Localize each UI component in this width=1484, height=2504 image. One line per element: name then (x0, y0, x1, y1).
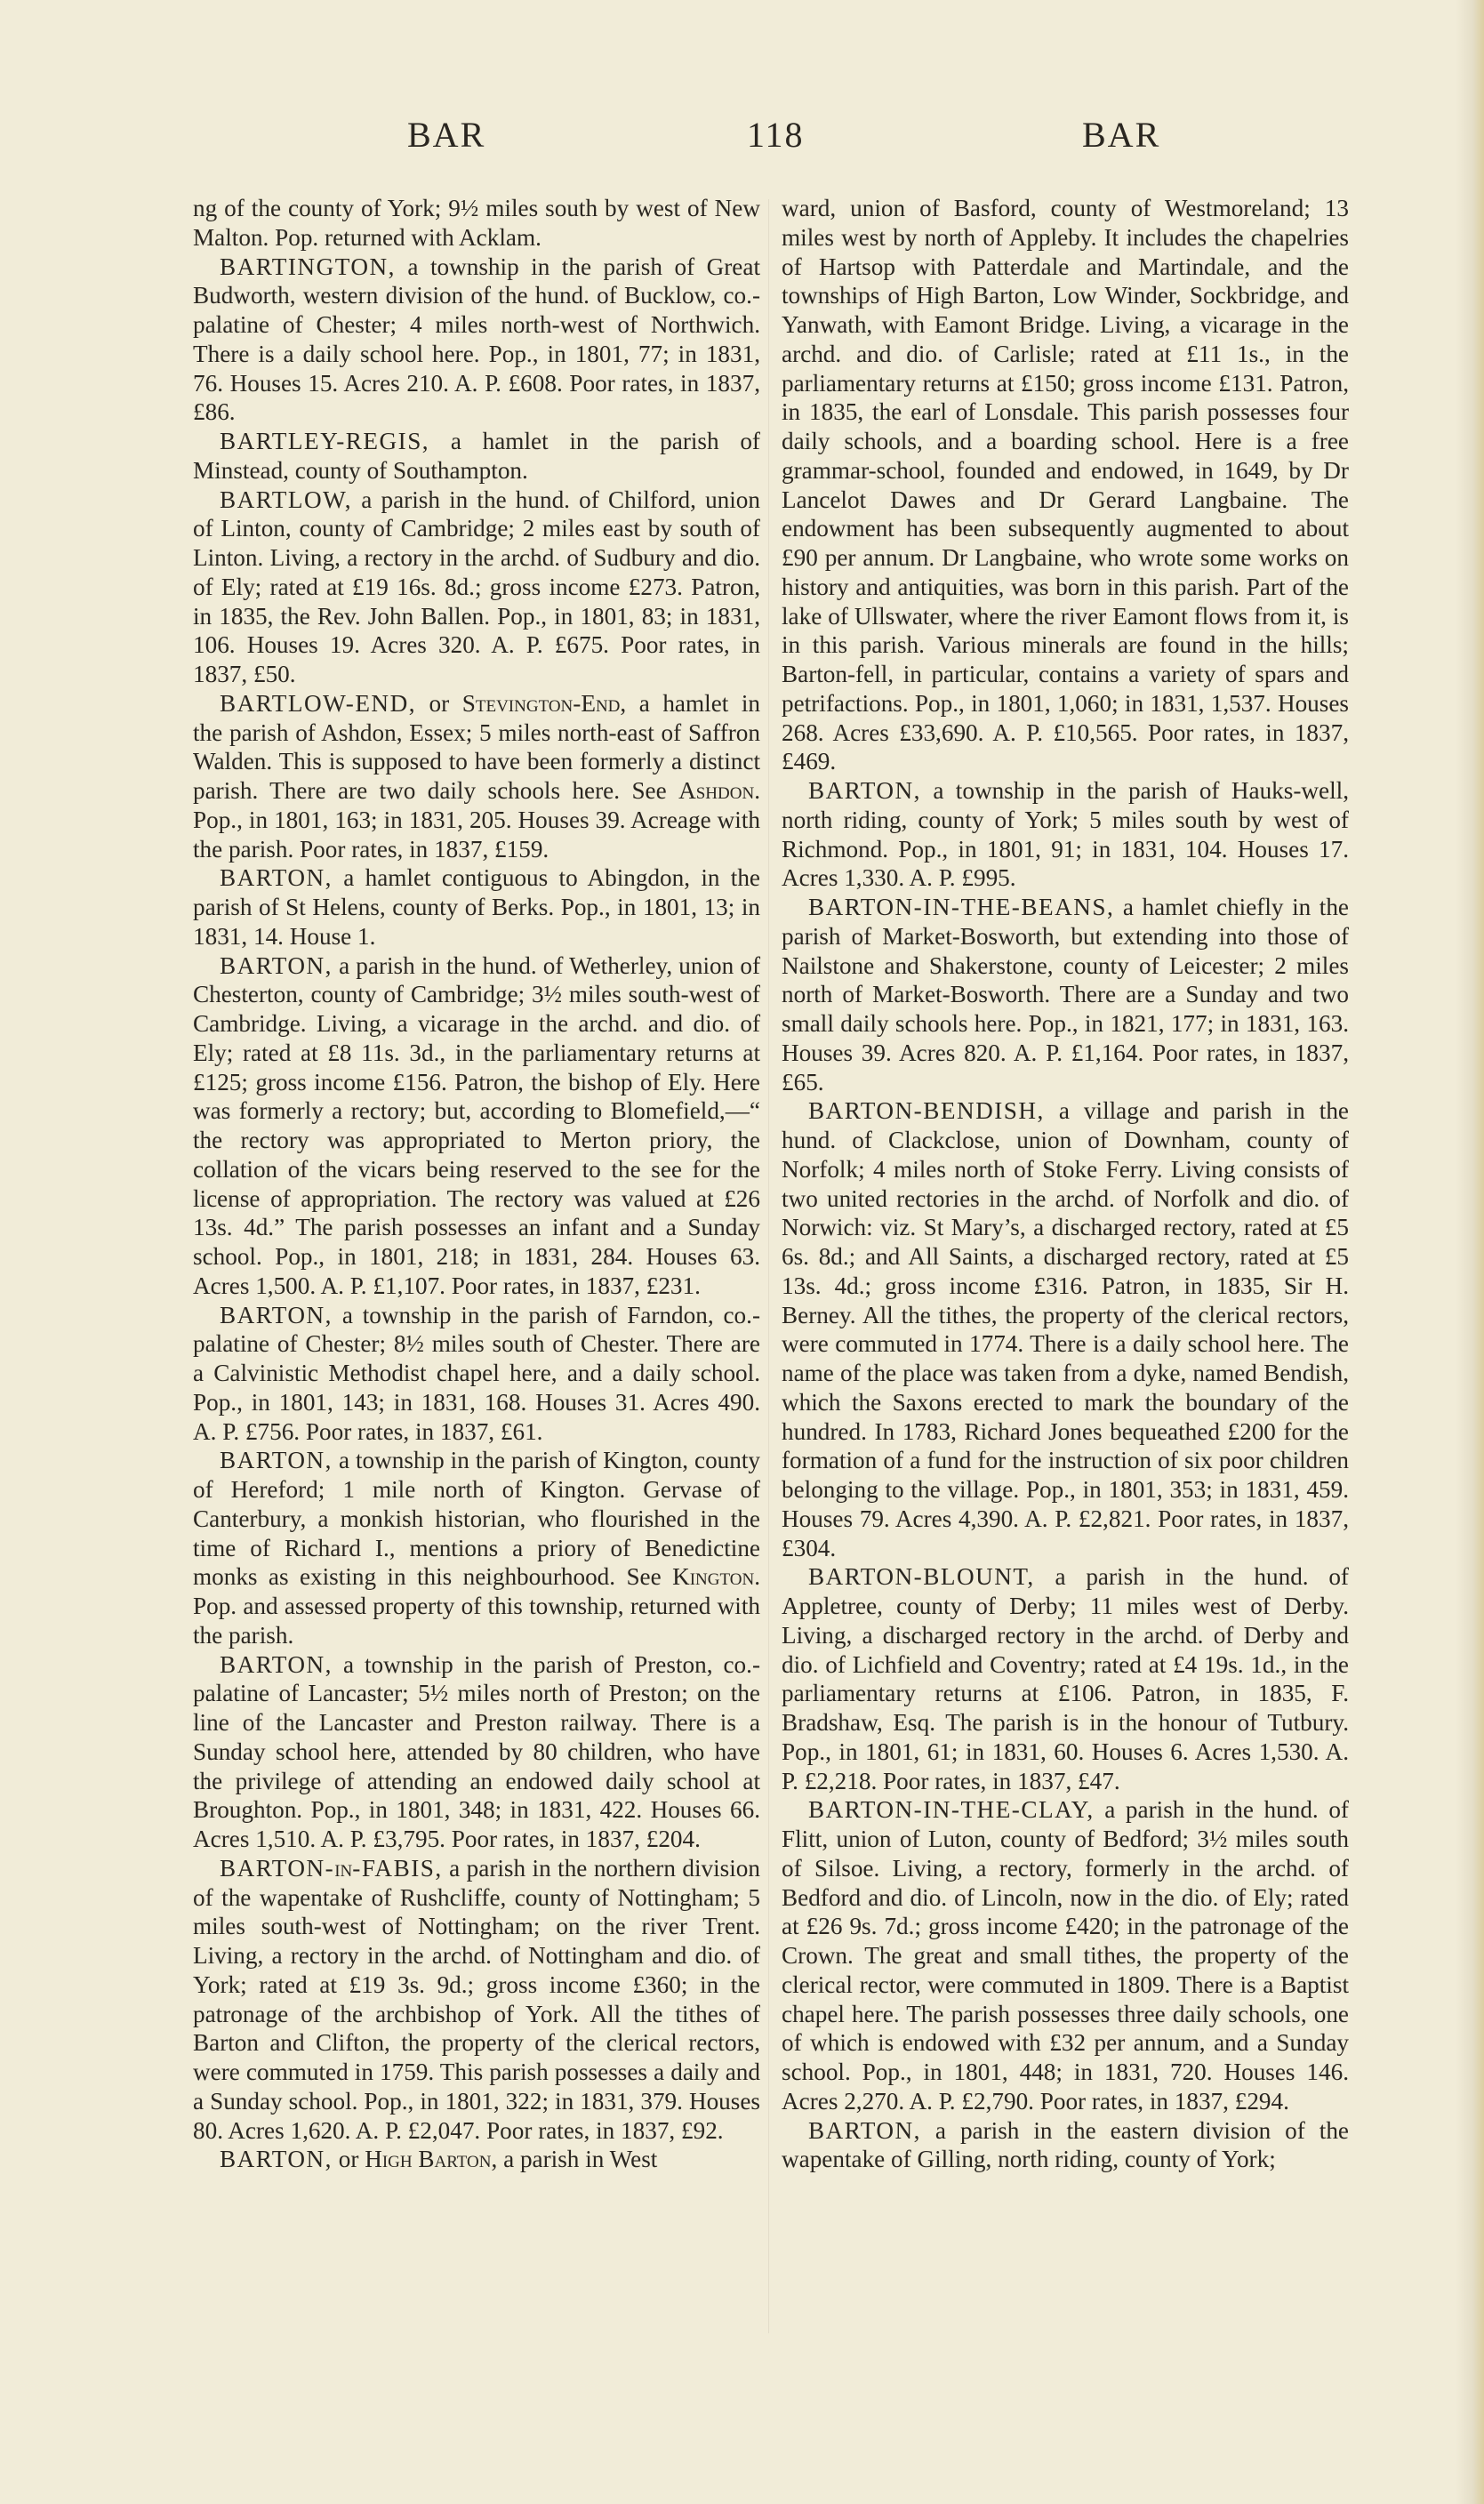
entry-headword: BARTON, (220, 1447, 333, 1474)
page-number: 118 (747, 115, 805, 155)
entry-headword: BARTON-IN-THE-BEANS, (808, 894, 1115, 920)
header-right-catchword: BAR (1082, 115, 1161, 155)
entry-headword: BARTLOW, (220, 486, 353, 513)
running-header (0, 114, 1484, 167)
entry: BARTON, a township in the parish of Kington, county of Hereford; 1 mile north of Kington. Gervase of Canterbury, a monkish historian, who flourished in the time of Richard I., mentions a priory of Benedictine monks as existing in this neighbourhood. See Kington. Pop. and assessed property of this township, returned with the parish. (193, 1447, 760, 1649)
entry: BARTON-in-FABIS, a parish in the northern division of the wapentake of Rushcliffe, county of Nottingham; 5 miles south-west of Nottingham; on the river Trent. Living, a rectory in the archd. of Nottingham and dio. of York; rated at £19 3s. 9d.; gross income £360; in the patronage of the archbishop of York. All the tithes of Barton and Clifton, the property of the clerical rectors, were commuted in 1759. This parish possesses a daily and a Sunday school. Pop., in 1801, 322; in 1831, 379. Houses 80. Acres 1,620. A. P. £2,047. Poor rates, in 1837, £92. (193, 1854, 760, 2144)
entry: BARTON, a hamlet contiguous to Abingdon, in the parish of St Helens, county of Berks. Pop., in 1801, 13; in 1831, 14. House 1. (193, 864, 760, 950)
entry: BARTON, or High Barton, a parish in West (220, 2146, 658, 2173)
entry: BARTON-BLOUNT, a parish in the hund. of Appletree, county of Derby; 11 miles west of Derby. Living, a discharged rectory in the archd. of Derby and dio. of Lichfield and Coventry; rated at £4 19s. 1d., in the parliamentary returns at £106. Patron, in 1835, F. Bradshaw, Esq. The parish is in the honour of Tutbury. Pop., in 1801, 61; in 1831, 60. Houses 6. Acres 1,530. A. P. £2,218. Poor rates, in 1837, £47. (782, 1563, 1349, 1794)
entry-headword: BARTON, (220, 951, 333, 979)
entry-headword: BARTON, (808, 777, 921, 804)
entry-headword: BARTLOW-END, (220, 689, 417, 717)
entry-headword: BARTON-BENDISH, (808, 1097, 1045, 1125)
entry-headword: BARTON, (220, 1301, 333, 1328)
entry: ward, union of Basford, county of Westmoreland; 13 miles west by north of Appleby. It includes the chapelries of Hartsop with Patterdale and Martindale, and the townships of High Barton, Low Winder, Sockbridge, and Yanwath, with Eamont Bridge. Living, a vicarage in the archd. and dio. of Carlisle; rated at £11 1s., in the parliamentary returns at £150; gross income £131. Patron, in 1835, the earl of Lonsdale. This parish possesses four daily schools, and a boarding school. Here is a free grammar-school, founded and endowed, in 1649, by Dr Lancelot Dawes and Dr Gerard Langbaine. The endowment has been subsequently augmented to about £90 per annum. Dr Langbaine, who wrote some works on history and antiquities, was born in this parish. Part of the lake of Ullswater, where the river Eamont flows from it, is in this parish. Various minerals are found in the hills; Barton-fell, in particular, contains a variety of spars and petrifactions. Pop., in 1801, 1,060; in 1831, 1,537. Houses 268. Acres £33,690. A. P. £10,565. Poor rates, in 1837, £469. (782, 195, 1349, 775)
entry: BARTINGTON, a township in the parish of Great Budworth, western division of the hund. of Bucklow, co.-palatine of Chester; 4 miles north-west of Northwich. There is a daily school here. Pop., in 1801, 77; in 1831, 76. Houses 15. Acres 210. A. P. £608. Poor rates, in 1837, £86. (193, 253, 760, 426)
entry: BARTON, a township in the parish of Hauks-well, north riding, county of York; 5 miles south by west of Richmond. Pop., in 1801, 91; in 1831, 104. Houses 17. Acres 1,330. A. P. £995. (782, 777, 1349, 892)
entry: BARTLEY-REGIS, a hamlet in the parish of Minstead, county of Southampton. (193, 428, 760, 484)
entry-headword: BARTON-BLOUNT, (808, 1563, 1035, 1591)
entry: BARTON, a township in the parish of Preston, co.-palatine of Lancaster; 5½ miles north of Preston; on the line of the Lancaster and Preston railway. There is a Sunday school here, attended by 80 children, who have the privilege of attending an endowed daily school at Broughton. Pop., in 1801, 348; in 1831, 422. Houses 66. Acres 1,510. A. P. £3,795. Poor rates, in 1837, £204. (193, 1650, 760, 1852)
entry: BARTON, a parish in the eastern division of the wapentake of Gilling, north riding, county of York; (782, 2116, 1349, 2173)
entry: BARTON, a parish in the hund. of Wetherley, union of Chesterton, county of Cambridge; 3½ miles south-west of Cambridge. Living, a vicarage in the archd. and dio. of Ely; rated at £8 11s. 3d., in the parliamentary returns at £125; gross income £156. Patron, the bishop of Ely. Here was formerly a rectory; but, according to Blomefield,—“ the rectory was appropriated to Merton priory, the collation of the vicars being reserved to the see for the license of appropriation. The rectory was valued at £26 13s. 4d.” The parish possesses an infant and a Sunday school. Pop., in 1801, 218; in 1831, 284. Houses 63. Acres 1,500. A. P. £1,107. Poor rates, in 1837, £231. (193, 951, 760, 1299)
entry: BARTON-BENDISH, a village and parish in the hund. of Clackclose, union of Downham, county of Norfolk; 4 miles north of Stoke Ferry. Living consists of two united rectories in the archd. of Norfolk and dio. of Norwich: viz. St Mary’s, a discharged rectory, rated at £5 6s. 8d.; and All Saints, a discharged rectory, rated at £5 13s. 4d.; gross income £316. Patron, in 1835, Sir H. Berney. All the tithes, the property of the clerical rectors, were commuted in 1774. There is a daily school here. The name of the place was taken from a dyke, named Bendish, which the Saxons erected to mark the boundary of the hundred. In 1783, Richard Jones bequeathed £200 for the formation of a fund for the instruction of six poor children belonging to the village. Pop., in 1801, 353; in 1831, 459. Houses 79. Acres 4,390. A. P. £2,821. Poor rates, in 1837, £304. (782, 1097, 1349, 1561)
entry-headword: BARTON, (808, 2116, 921, 2144)
page-edge-shadow (1456, 0, 1484, 2504)
cross-reference: Kington. (672, 1563, 760, 1591)
entry-headword: BARTON-IN-THE-CLAY, (808, 1796, 1095, 1824)
right-column (782, 194, 1349, 2174)
entry: ng of the county of York; 9½ miles south by west of New Malton. Pop. returned with Acklam. (193, 195, 760, 251)
cross-reference: Ashdon. (678, 777, 760, 804)
entry-headword: BARTON, (220, 864, 333, 892)
entry-headword: BARTINGTON, (220, 253, 396, 280)
column-divider (768, 199, 769, 2333)
entry: BARTLOW, a parish in the hund. of Chilford, union of Linton, county of Cambridge; 2 miles east by south of Linton. Living, a rectory in the archd. of Sudbury and dio. of Ely; rated at £19 16s. 8d.; gross income £273. Patron, in 1835, the Rev. John Ballen. Pop., in 1801, 83; in 1831, 106. Houses 19. Acres 320. A. P. £675. Poor rates, in 1837, £50. (193, 486, 760, 687)
entry: BARTON-IN-THE-CLAY, a parish in the hund. of Flitt, union of Luton, county of Bedford; 3½ miles south of Silsoe. Living, a rectory, formerly in the archd. of Bedford and dio. of Lincoln, now in the dio. of Ely; rated at £26 9s. 7d.; gross income £420; in the patronage of the Crown. The great and small tithes, the property of the clerical rector, were commuted in 1809. There is a Baptist chapel here. The parish possesses three daily schools, one of which is endowed with £32 per annum, and a Sunday school. Pop., in 1801, 448; in 1831, 720. Houses 146. Acres 2,270. A. P. £2,790. Poor rates, in 1837, £294. (782, 1796, 1349, 2115)
entry: BARTON-IN-THE-BEANS, a hamlet chiefly in the parish of Market-Bosworth, but extending into those of Nailstone and Shakerstone, county of Leicester; 2 miles north of Market-Bosworth. There are a Sunday and two small daily schools here. Pop., in 1821, 177; in 1831, 163. Houses 39. Acres 820. A. P. £1,164. Poor rates, in 1837, £65. (782, 894, 1349, 1096)
entry-headword: BARTLEY-REGIS, (220, 428, 430, 454)
left-column (193, 194, 760, 2174)
entry: BARTON, a township in the parish of Farndon, co.-palatine of Chester; 8½ miles south of Chester. There are a Calvinistic Methodist chapel here, and a daily school. Pop., in 1801, 143; in 1831, 168. Houses 31. Acres 490. A. P. £756. Poor rates, in 1837, £61. (193, 1301, 760, 1445)
header-left-catchword: BAR (407, 115, 486, 155)
entry-headword: BARTON, (220, 1650, 333, 1678)
entry-headword: BARTON- (220, 1854, 335, 1882)
cross-name: High Barton, (365, 2146, 498, 2173)
cross-name: Stevington-End, (461, 689, 627, 717)
entry: BARTLOW-END, or Stevington-End, a hamlet in the parish of Ashdon, Essex; 5 miles north-east of Saffron Walden. This is supposed to have been formerly a distinct parish. There are two daily schools here. See Ashdon. Pop., in 1801, 163; in 1831, 205. Houses 39. Acreage with the parish. Poor rates, in 1837, £159. (193, 689, 760, 863)
entry-headword: BARTON, (220, 2146, 333, 2173)
